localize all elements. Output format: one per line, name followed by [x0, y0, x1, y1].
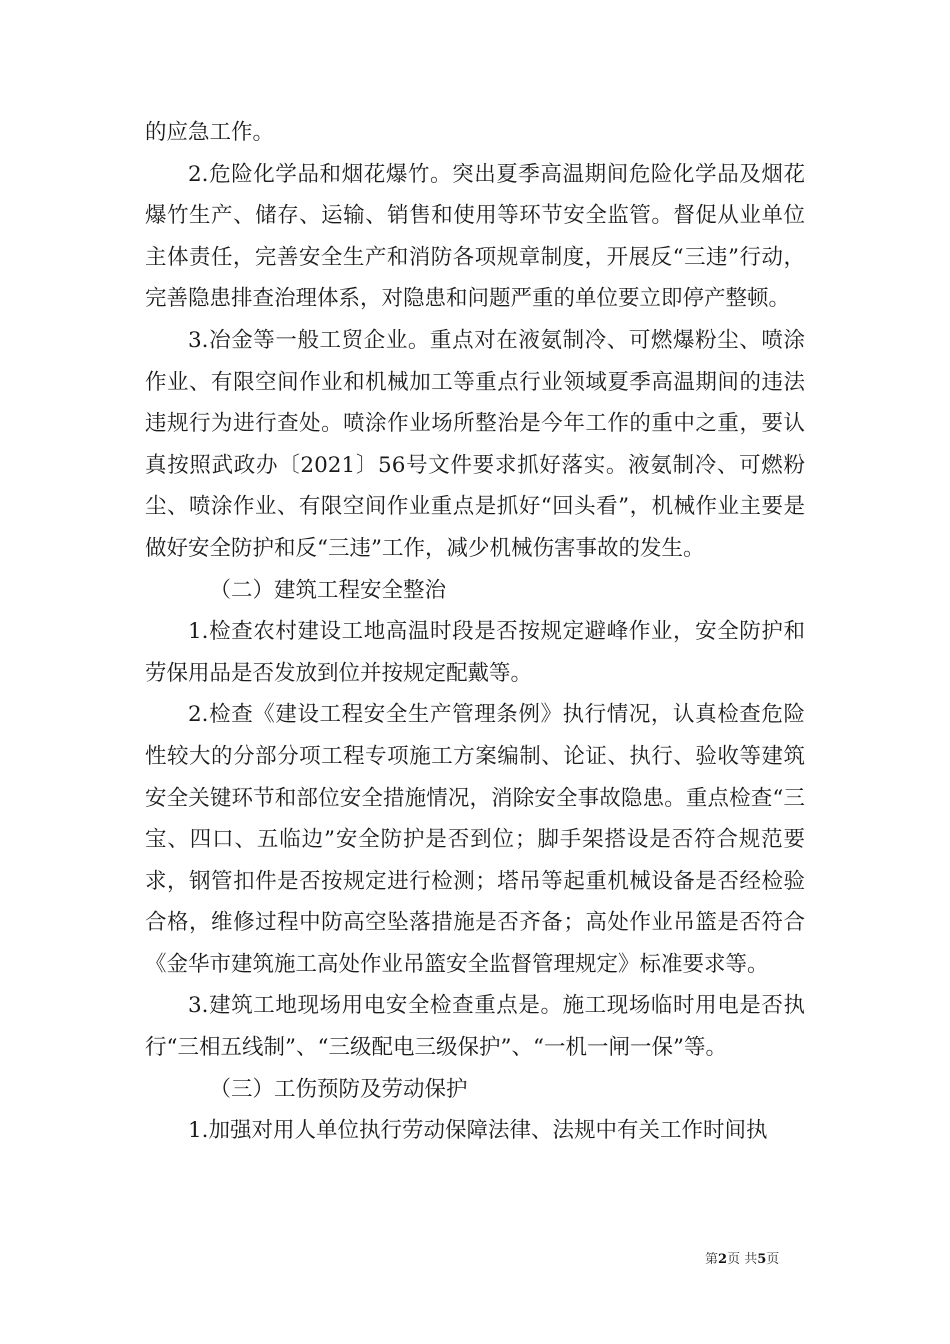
- section-heading-injury-prevention: （三）工伤预防及劳动保护: [209, 1076, 468, 1102]
- paragraph-construction-3: 3.建筑工地现场用电安全检查重点是。施工现场临时用电是否执行“三相五线制”、“三级配电三级保护”、“一机一闸一保”等。: [145, 993, 805, 1061]
- footer-prefix: 第: [705, 1252, 719, 1267]
- paragraph-metallurgy: 3.冶金等一般工贸企业。重点对在液氨制冷、可燃爆粉尘、喷涂作业、有限空间作业和机械加工等重点行业领域夏季高温期间的违法违规行为进行查处。喷涂作业场所整治是今年工作的重中之重，要认真按照武政办〔2021〕56号文件要求抓好落实。液氨制冷、可燃粉尘、喷涂作业、有限空间作业重点是抓好“回头看”，机械作业主要是做好安全防护和反“三违”工作，减少机械伤害事故的发生。: [145, 327, 805, 561]
- footer-total-pages: 5: [757, 1252, 767, 1267]
- page-number-footer: [705, 1248, 779, 1267]
- paragraph-construction-1: 1.检查农村建设工地高温时段是否按规定避峰作业，安全防护和劳保用品是否发放到位并按规定配戴等。: [145, 619, 805, 686]
- footer-current-page: 2: [718, 1252, 728, 1267]
- section-heading-construction: （二）建筑工程安全整治: [209, 577, 447, 603]
- footer-suffix: 页: [766, 1252, 780, 1267]
- paragraph-hazardous-chemicals: 2.危险化学品和烟花爆竹。突出夏季高温期间危险化学品及烟花爆竹生产、储存、运输、销售和使用等环节安全监管。督促从业单位主体责任，完善安全生产和消防各项规章制度，开展反“三违”行动，完善隐患排查治理体系，对隐患和问题严重的单位要立即停产整顿。: [145, 161, 805, 312]
- paragraph-construction-2: 2.检查《建设工程安全生产管理条例》执行情况，认真检查危险性较大的分部分项工程专项施工方案编制、论证、执行、验收等建筑安全关键环节和部位安全措施情况，消除安全事故隐患。重点检查“三宝、四口、五临边”安全防护是否到位；脚手架搭设是否符合规范要求，钢管扣件是否按规定进行检测；塔吊等起重机械设备是否经检验合格，维修过程中防高空坠落措施是否齐备；高处作业吊篮是否符合《金华市建筑施工高处作业吊篮安全监督管理规定》标准要求等。: [145, 702, 805, 977]
- paragraph-injury-prevention-1: 1.加强对用人单位执行劳动保障法律、法规中有关工作时间执: [188, 1118, 768, 1144]
- document-body: [145, 112, 805, 1152]
- footer-middle: 页 共: [727, 1252, 758, 1267]
- paragraph-continuation: 的应急工作。: [145, 120, 275, 145]
